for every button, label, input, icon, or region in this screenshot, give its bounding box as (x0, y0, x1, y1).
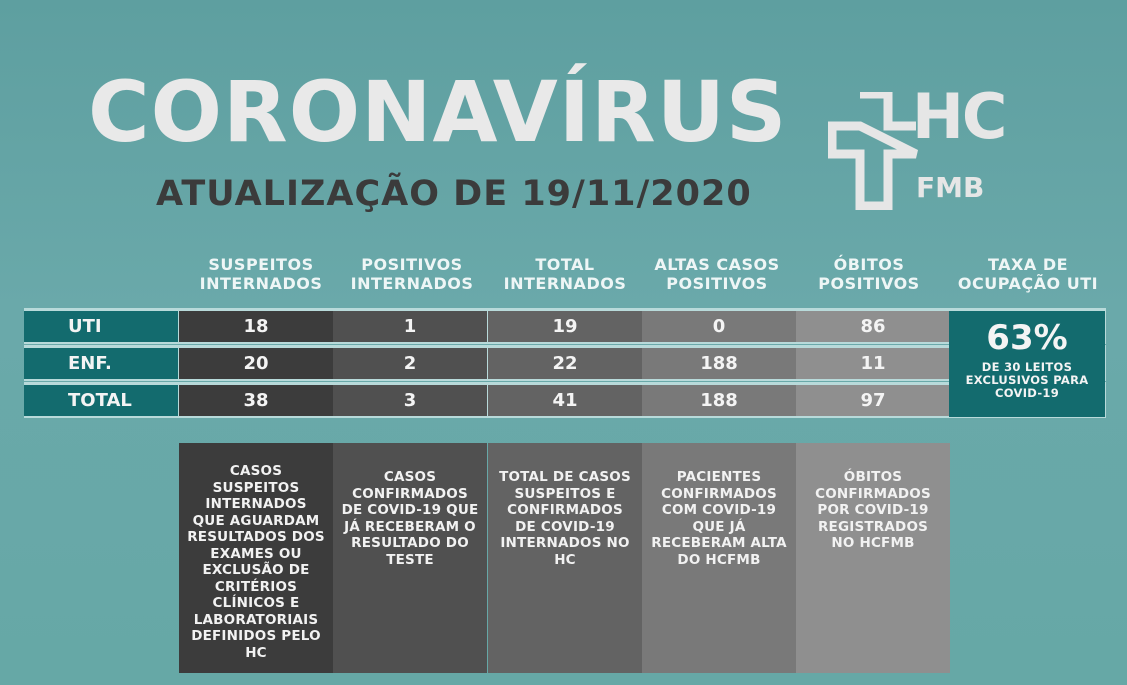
row-label-total: TOTAL (24, 385, 178, 416)
header-obitos: ÓBITOS POSITIVOS (818, 255, 920, 293)
desc-suspeitos: CASOS SUSPEITOS INTERNADOS QUE AGUARDAM RESULTADOS DOS EXAMES OU EXCLUSÃO DE CRITÉRIOS CLÍNICOS E LABORATORIAIS DEFINIDOS PELO HC (179, 443, 333, 673)
hospital-cross-icon (828, 92, 918, 210)
cell-total-total: 41 (488, 385, 642, 416)
cell-enf-total: 22 (488, 348, 642, 379)
header-total: TOTAL INTERNADOS (503, 255, 627, 293)
uti-occupancy-percent: 63% (986, 318, 1068, 358)
logo-fmb-text: FMB (916, 171, 985, 204)
header-taxa-uti: TAXA DE OCUPAÇÃO UTI (957, 255, 1099, 293)
uti-occupancy-box (949, 311, 1105, 417)
row-label-uti: UTI (24, 311, 178, 342)
cell-total-altas: 188 (642, 385, 796, 416)
cell-enf-obitos: 11 (796, 348, 950, 379)
uti-occupancy-note: DE 30 LEITOS EXCLUSIVOS PARA COVID-19 (965, 360, 1089, 400)
cell-uti-positivos: 1 (333, 311, 487, 342)
desc-positivos: CASOS CONFIRMADOS DE COVID-19 QUE JÁ RECEBERAM O RESULTADO DO TESTE (333, 443, 487, 673)
cell-enf-altas: 188 (642, 348, 796, 379)
cell-total-suspeitos: 38 (179, 385, 333, 416)
page-title: CORONAVÍRUS (88, 63, 788, 161)
logo-hc-text: HC (912, 80, 1006, 153)
cell-uti-altas: 0 (642, 311, 796, 342)
cell-uti-total: 19 (488, 311, 642, 342)
cell-total-obitos: 97 (796, 385, 950, 416)
header-suspeitos: SUSPEITOS INTERNADOS (199, 255, 323, 293)
cell-enf-suspeitos: 20 (179, 348, 333, 379)
row-label-enf: ENF. (24, 348, 178, 379)
desc-altas: PACIENTES CONFIRMADOS COM COVID-19 QUE JÁ RECEBERAM ALTA DO HCFMB (642, 443, 796, 673)
header-positivos: POSITIVOS INTERNADOS (350, 255, 474, 293)
cell-enf-positivos: 2 (333, 348, 487, 379)
desc-total: TOTAL DE CASOS SUSPEITOS E CONFIRMADOS DE COVID-19 INTERNADOS NO HC (488, 443, 642, 673)
update-date: ATUALIZAÇÃO DE 19/11/2020 (156, 174, 752, 214)
desc-obitos: ÓBITOS CONFIRMADOS POR COVID-19 REGISTRADOS NO HCFMB (796, 443, 950, 673)
cell-uti-suspeitos: 18 (179, 311, 333, 342)
hc-fmb-logo (828, 80, 1006, 210)
cell-uti-obitos: 86 (796, 311, 950, 342)
header-altas: ALTAS CASOS POSITIVOS (654, 255, 780, 293)
cell-total-positivos: 3 (333, 385, 487, 416)
